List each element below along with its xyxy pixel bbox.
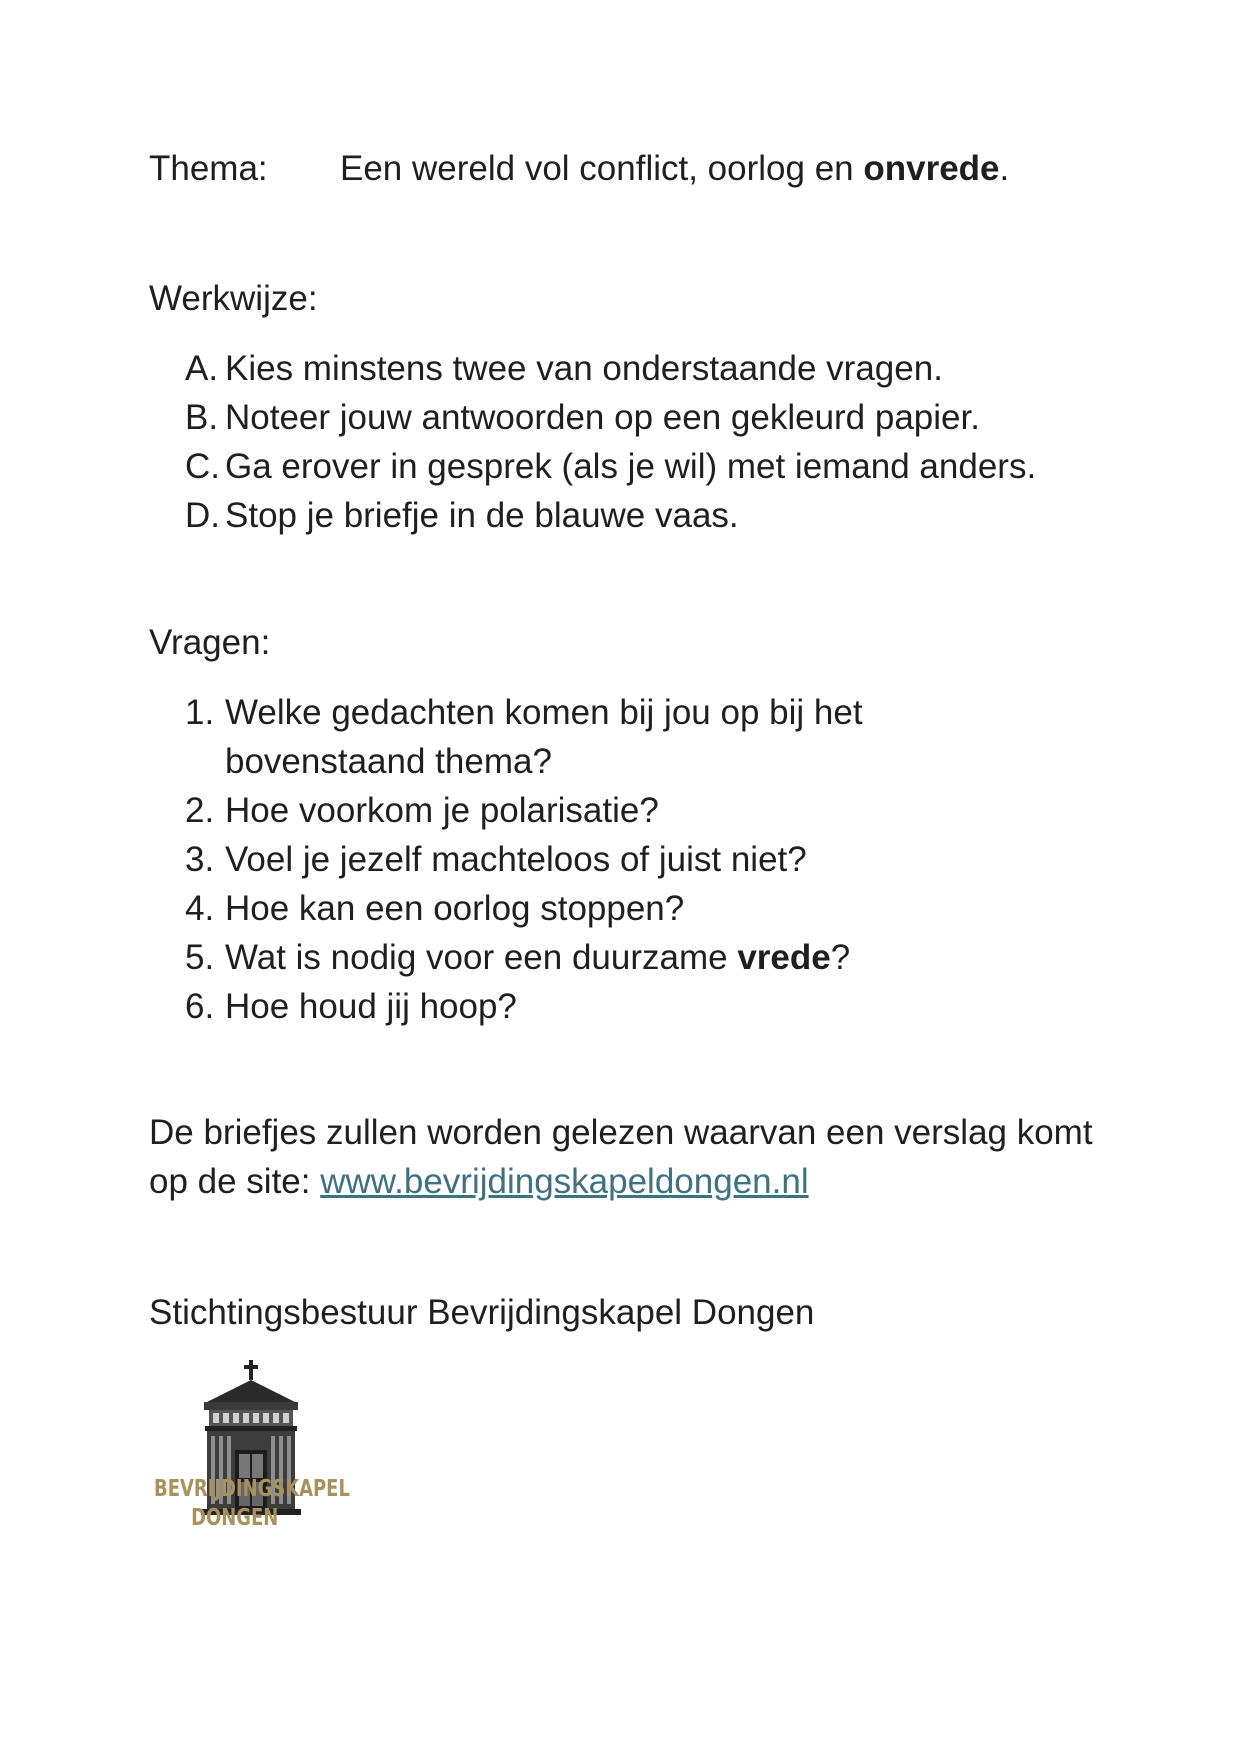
signature: Stichtingsbestuur Bevrijdingskapel Dongen bbox=[149, 1293, 815, 1332]
list-item: D. Stop je briefje in de blauwe vaas. bbox=[185, 496, 739, 535]
list-item: B. Noteer jouw antwoorden op een gekleurd papier. bbox=[185, 398, 980, 437]
list-item: A. Kies minstens twee van onderstaande vragen. bbox=[185, 349, 943, 388]
list-item: 1. Welke gedachten komen bij jou op bij het bovenstaand thema? bbox=[185, 693, 863, 781]
list-item: 2. Hoe voorkom je polarisatie? bbox=[185, 791, 659, 830]
list-item: 4. Hoe kan een oorlog stoppen? bbox=[185, 889, 685, 928]
website-link[interactable]: www.bevrijdingskapeldongen.nl bbox=[320, 1162, 809, 1201]
vragen-list bbox=[149, 688, 985, 1031]
list-item: 3. Voel je jezelf machteloos of juist niet? bbox=[185, 840, 807, 879]
werkwijze-list bbox=[149, 344, 1036, 540]
list-item: 5. Wat is nodig voor een duurzame vrede? bbox=[185, 938, 851, 977]
thema-label: Thema: bbox=[149, 149, 268, 188]
thema-text: Een wereld vol conflict, oorlog en bbox=[340, 149, 864, 188]
logo-text-line2: DONGEN bbox=[191, 1505, 279, 1531]
thema-line: Thema: Een wereld vol conflict, oorlog en onvrede. bbox=[149, 144, 1009, 193]
logo-text-line1: BEVRIJDINGSKAPEL bbox=[154, 1476, 350, 1502]
werkwijze-heading: Werkwijze: bbox=[149, 279, 318, 318]
thema-bold-word: onvrede bbox=[863, 149, 1000, 188]
vrede-bold-word: vrede bbox=[737, 938, 831, 977]
list-item: C. Ga erover in gesprek (als je wil) met iemand anders. bbox=[185, 447, 1037, 486]
closing-paragraph: De briefjes zullen worden gelezen waarvan een verslag komt op de site: www.bevrijdingskapeldongen.nl bbox=[149, 1113, 1093, 1201]
vragen-heading: Vragen: bbox=[149, 623, 271, 662]
list-item: 6. Hoe houd jij hoop? bbox=[185, 987, 517, 1026]
